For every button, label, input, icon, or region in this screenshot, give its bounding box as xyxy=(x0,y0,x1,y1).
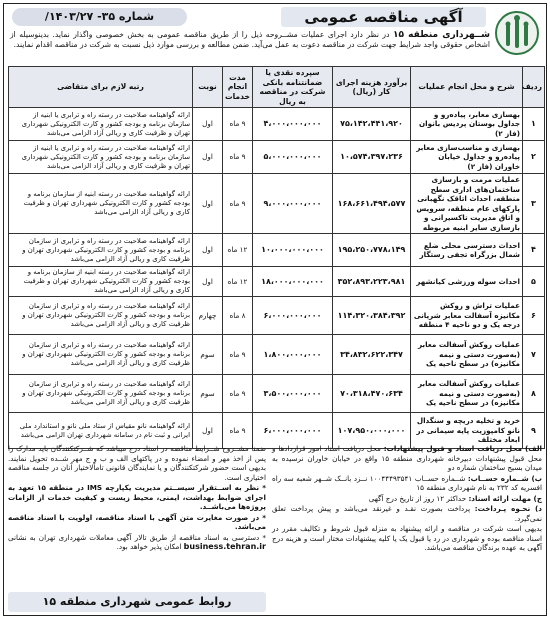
table-row xyxy=(9,297,545,335)
table-row xyxy=(9,141,545,174)
ims-note: * نظر به اســتقرار سیســتم مدیریت یکپارچه IMS در منطقه ۱۵ تعهد به اجرای ضوابط بهداشت، ایمنی، محیط زیست و کیفیت خدمات از الزامات پروژه‌ها می‌باشــد. xyxy=(8,483,266,511)
row-turn: اول xyxy=(193,141,223,174)
row-estimate: ۱۰۷،۹۵۰،۰۰۰،۰۰۰ xyxy=(333,413,411,449)
row-index: ۷ xyxy=(523,335,545,375)
row-index: ۳ xyxy=(523,174,545,234)
row-description: عملیات روکش آسفالت معابر (به‌صورت دستی و نیمه مکانیزه) در سطح ناحیه یک xyxy=(411,375,523,413)
row-duration: ۹ ماه xyxy=(223,335,253,375)
row-turn: چهارم xyxy=(193,297,223,335)
row-index: ۶ xyxy=(523,297,545,335)
row-description: خرید و تخلیه دریچه و سنگدال نانو کامپوزیت پایه سیمانی در ابعاد مختلف xyxy=(411,413,523,449)
row-index: ۸ xyxy=(523,375,545,413)
section-b-title: ب) شــماره حســاب: xyxy=(467,473,542,483)
row-turn: سوم xyxy=(193,375,223,413)
row-duration: ۱۲ ماه xyxy=(223,267,253,297)
row-duration: ۹ ماه xyxy=(223,174,253,234)
row-deposit: ۴،۰۰۰،۰۰۰،۰۰۰ xyxy=(253,108,333,141)
row-requirement: ارائه گواهینامه صلاحیت در رسته راه و ترابری یا ابنیه از سازمان برنامه و بودجه کشور و کارت الکترونیکی شهرداری تهران و ظرفیت کاری و ریالی آزاد الزامی می‌باشد xyxy=(9,141,193,174)
row-duration: ۹ ماه xyxy=(223,108,253,141)
row-duration: ۱۲ ماه xyxy=(223,234,253,267)
section-c-text: حداکثر ۱۲ روز از تاریخ درج آگهی xyxy=(368,493,469,503)
intro-text: در نظر دارد اجرای عملیات مشــروحه ذیل را از طریق مناقصه عمومی به بخش خصوصی واگذار نماید. بدینوسیله از اشخاص حقوقی واجد شرایط جهت شرکت در مناقصه دعوت به عمل می‌آید. ضمن مطالعه و بررسی موارد ذیل نسبت به شرکت در مناقصه اقدام نمایند. xyxy=(10,30,490,49)
row-turn: اول xyxy=(193,174,223,234)
row-description: عملیات روکش آسفالت معابر (به‌صورت دستی و نیمه مکانیزه) در سطح ناحیه یک xyxy=(411,335,523,375)
header-description: شرح و محل انجام عملیات xyxy=(411,67,523,108)
row-requirement: ارائه گواهینامه صلاحیت در رسته ابنیه از سازمان برنامه و بودجه کشور و کارت الکترونیکی شهرداری تهران و ظرفیت کاری و ریالی آزاد الزامی می‌باشد xyxy=(9,267,193,297)
row-deposit: ۳،۵۰۰،۰۰۰،۰۰۰ xyxy=(253,375,333,413)
row-index: ۱ xyxy=(523,108,545,141)
municipality-logo-icon xyxy=(494,10,540,56)
row-requirement: ارائه گواهینامه صلاحیت در رسته راه و ترابری از سازمان برنامه و بودجه کشور و کارت الکترونیکی شهرداری تهران و ظرفیت کاری و ریالی آزاد الزامی می‌باشد xyxy=(9,375,193,413)
row-duration: ۹ ماه xyxy=(223,141,253,174)
row-turn: اول xyxy=(193,234,223,267)
footer xyxy=(8,444,542,612)
row-requirement: ارائه گواهینامه صلاحیت در رسته ابنیه از سازمان برنامه و بودجه کشور و کارت الکترونیکی شهرداری تهران و ظرفیت کاری و ریالی آزاد الزامی می‌باشد xyxy=(9,174,193,234)
row-estimate: ۷۵،۱۴۲،۴۴۱،۹۲۰ xyxy=(333,108,411,141)
header xyxy=(6,6,544,28)
footer-right-column xyxy=(272,444,542,554)
row-turn: سوم xyxy=(193,335,223,375)
advertisement-page xyxy=(3,3,547,616)
table-row xyxy=(9,267,545,297)
row-description: احداث دسترسی محلی ضلع شمال بزرگراه تجفی رستگار xyxy=(411,234,523,267)
table-header-row xyxy=(9,67,545,108)
row-estimate: ۳۴،۸۳۲،۶۲۲،۳۴۷ xyxy=(333,335,411,375)
table-row xyxy=(9,108,545,141)
header-deposit: سپرده نقدی یا ضمانتنامه بانکی شرکت در مناقصه به ریال xyxy=(253,67,333,108)
row-requirement: ارائه گواهینامه صلاحیت در رسته راه و ترابری از سازمان برنامه و بودجه کشور و کارت الکترونیکی شهرداری تهران و ظرفیت کاری و ریالی آزاد الزامی می‌باشد xyxy=(9,297,193,335)
row-index: ۴ xyxy=(523,234,545,267)
conditions-text: ضمنا مشــروح شــرایط مناقصه در اسناد درج میباشد که شــرکتکنندگان باید مدارک را پس از اخذ مهر و امضاء نموده و در پاکتهای الف و ب و ج مهر شــده تحویل نمایند. بدیهی است حضور شرکتکنندگان و یا نمایندگان قانونی تاماًلاختیار آنان در جلسه مناقصه اختیاری است. xyxy=(8,444,266,482)
row-estimate: ۱۶۸،۶۶۱،۴۹۴،۵۷۷ xyxy=(333,174,411,234)
section-b-text: شــماره حســاب ۱۰۰۴۴۴۹۳۵۴۱ نــزد بانــک شــهر شعبه سه راه افسریه کد ۲۳۲ به نام شهرداری منطقه ۱۵ xyxy=(272,473,542,492)
header-turn: نوبت xyxy=(193,67,223,108)
row-index: ۵ xyxy=(523,267,545,297)
row-description: عملیات تراش و روکش مکانیزه آسفالت معابر شریانی درجه یک و دو ناحیه ۴ منطقه xyxy=(411,297,523,335)
table-row xyxy=(9,234,545,267)
table-row xyxy=(9,174,545,234)
section-d-text: پرداخت بصورت نقـد و غیرنقد می‌باشد و پیش پرداخت تعلق نمی‌گیرد. xyxy=(272,504,542,523)
header-estimate: برآورد هزینه اجرای کار (ریال) xyxy=(333,67,411,108)
row-deposit: ۹،۰۰۰،۰۰۰،۰۰۰ xyxy=(253,174,333,234)
row-turn: اول xyxy=(193,267,223,297)
row-duration: ۹ ماه xyxy=(223,413,253,449)
row-description: بهسازی و مناسب‌سازی معابر پیاده‌رو و جداول خیابان خاوران (فاز ۲) xyxy=(411,141,523,174)
header-duration: مدت انجام خدمات xyxy=(223,67,253,108)
page-title: آگهی مناقصه عمومی xyxy=(281,7,486,27)
row-requirement: ارائه گواهینامه صلاحیت در رسته راه و ترابری از سازمان برنامه و بودجه کشور و کارت الکترونیکی شهرداری تهران و ظرفیت کاری و ریالی آزاد الزامی می‌باشد xyxy=(9,234,193,267)
row-turn: اول xyxy=(193,413,223,449)
public-relations-signature: روابط عمومی شهرداری منطقه ۱۵ xyxy=(8,592,266,612)
row-deposit: ۱،۸۰۰،۰۰۰،۰۰۰ xyxy=(253,335,333,375)
section-d-title: د) نحـوه پـرداخت: xyxy=(474,504,542,513)
footer-left-column xyxy=(8,444,266,553)
header-requirement: رتبه لازم برای متقاضی xyxy=(9,67,193,108)
intro-paragraph xyxy=(10,30,490,60)
row-turn: اول xyxy=(193,108,223,141)
row-estimate: ۱۹۵،۲۵۰،۷۷۸،۱۴۹ xyxy=(333,234,411,267)
website-link[interactable]: business.tehran.ir xyxy=(183,542,266,551)
row-deposit: ۱۰،۰۰۰،۰۰۰،۰۰۰ xyxy=(253,234,333,267)
row-requirement: ارائه گواهینامه صلاحیت در رسته راه و ترابری یا ابنیه از سازمان برنامه و بودجه کشور و کارت الکترونیکی شهرداری تهران و ظرفیت کاری و ریالی آزاد الزامی می‌باشد xyxy=(9,108,193,141)
table-row xyxy=(9,375,545,413)
row-estimate: ۳۵۲،۸۹۳،۲۲۳،۹۸۱ xyxy=(333,267,411,297)
row-deposit: ۱۸،۰۰۰،۰۰۰،۰۰۰ xyxy=(253,267,333,297)
table-row xyxy=(9,335,545,375)
row-description: عملیات مرمت و بازسازی ساختمان‌های اداری سطح منطقه، احداث اتاقک نگهبانی پارکهای عام منطقه، سرویس و اتاق مدیریت تاکسیرانی و بازسازی سایر ابنیه مربوطه xyxy=(411,174,523,234)
row-index: ۹ xyxy=(523,413,545,449)
row-index: ۲ xyxy=(523,141,545,174)
row-duration: ۸ ماه xyxy=(223,297,253,335)
row-estimate: ۱۱۴،۳۲۰،۳۸۴،۳۹۲ xyxy=(333,297,411,335)
organization-name: شــهرداری منطقه ۱۵ xyxy=(392,30,490,40)
row-deposit: ۶،۰۰۰،۰۰۰،۰۰۰ xyxy=(253,297,333,335)
section-a-title: الف) محل دریافت اسناد و قبول پیشنهادات: xyxy=(383,444,542,453)
section-c-title: ج) مهلت ارائه اسناد: xyxy=(468,493,542,503)
tender-table xyxy=(8,66,545,449)
row-duration: ۹ ماه xyxy=(223,375,253,413)
row-requirement: ارائه گواهینامه نانو مقیاس از ستاد ملی نانو و استاندارد ملی ایرانی و ثبت نام در سامانه شهرداری تهران الزامی می‌باشد xyxy=(9,413,193,449)
access-note-end: امکان پذیر خواهد بود. xyxy=(116,542,184,551)
row-description: بهسازی معابر، پیاده‌رو و جداول بوستان پردیس بانوان (فاز ۲) xyxy=(411,108,523,141)
access-note: * دسترسی به اسناد مناقصه از طریق تالار آگهی معاملات شهرداری تهران به نشانی xyxy=(8,532,266,542)
row-estimate: ۷۰،۳۱۸،۴۷۰،۶۳۴ xyxy=(333,375,411,413)
section-a-text: محل دریافت اسناد امور قراردادها و محل قبول پیشنهادات دبیرخانه شهرداری منطقه ۱۵ واقع در خیابان خاوران نرسیده به میدان بسیج ساختمان شماره دو xyxy=(272,444,542,472)
row-estimate: ۱۰،۵۷۴،۳۹۷،۲۳۶ xyxy=(333,141,411,174)
header-index: ردیف xyxy=(523,67,545,108)
priority-note: * در صورت مغایرت متن آگهی با اسناد مناقصه، اولویت با اسناد مناقصه می‌باشد. xyxy=(8,512,266,531)
announcement-number: شماره ۳۵- ۱۴۰۳/۲۷/ xyxy=(12,8,187,26)
row-deposit: ۵،۰۰۰،۰۰۰،۰۰۰ xyxy=(253,141,333,174)
section-e-text: بدیهی است شرکت در مناقصه و ارائه پیشنهاد به منزله قبول شروط و تکالیف مقرر در اسناد مناقصه بوده و شهرداری در رد یا قبول یک یا کلیه پیشنهادات مختار است و هزینه درج آگهی به عهده برندگان مناقصه می‌باشد. xyxy=(272,524,542,552)
row-deposit: ۶،۰۰۰،۰۰۰،۰۰۰ xyxy=(253,413,333,449)
row-requirement: ارائه گواهینامه صلاحیت در رسته راه و ترابری از سازمان برنامه و بودجه کشور و کارت الکترونیکی شهرداری تهران و ظرفیت کاری و ریالی آزاد الزامی می‌باشد xyxy=(9,335,193,375)
row-description: احداث سوله ورزشی کیانشهر xyxy=(411,267,523,297)
